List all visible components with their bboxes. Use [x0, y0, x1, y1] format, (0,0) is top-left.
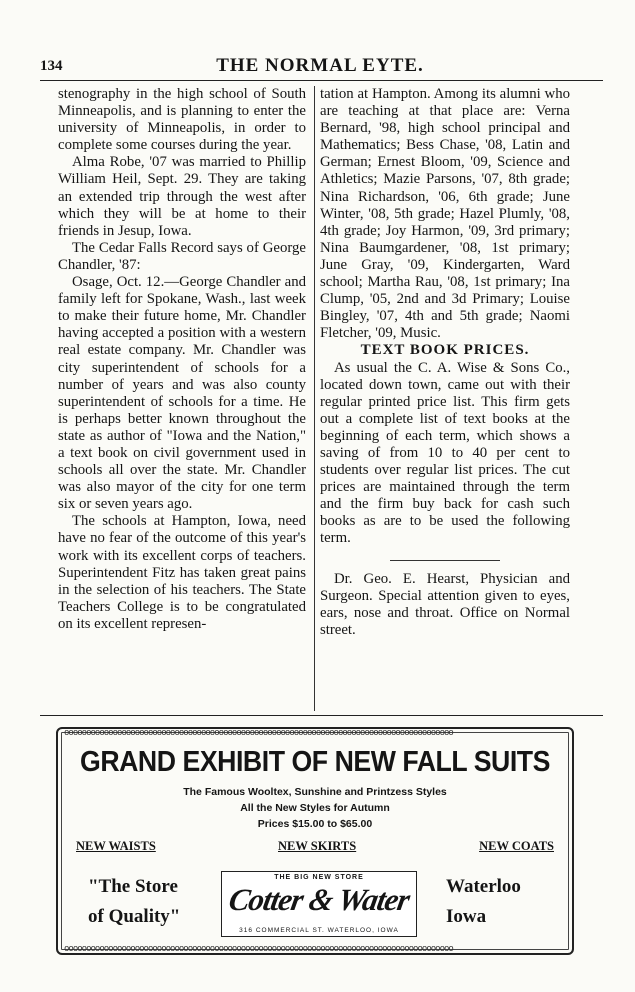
ad-city-line1: Waterloo — [446, 876, 521, 897]
header-rule — [40, 80, 603, 81]
section-divider — [390, 560, 500, 561]
advertisement — [56, 727, 574, 955]
store-logo — [221, 871, 417, 937]
paragraph-dr-hearst: Dr. Geo. E. Hearst, Physician and Surgeon. Special attention given to eyes, ears, nose and throat. Office on Normal street. — [320, 570, 570, 638]
logo-store-name: Cotter & Water — [226, 882, 412, 917]
ad-new-coats: NEW COATS — [479, 839, 554, 853]
right-column — [320, 86, 570, 639]
section-title-text-book-prices: TEXT BOOK PRICES. — [360, 342, 530, 359]
ad-slogan-line1: "The Store — [88, 876, 178, 897]
paragraph-hampton-schools: The schools at Hampton, Iowa, need have no fear of the outcome of this year's work with its excellent corps of teachers. Superintendent Fitz has taken great pains in the selection of his teachers. The State Teachers College is to be congratulated on its excellent represen- — [58, 513, 306, 632]
page-number: 134 — [40, 58, 63, 74]
paragraph-minneapolis: stenography in the high school of South Minneapolis, and is planning to enter the university of Minneapolis, in order to complete some courses during the year. — [58, 86, 306, 154]
paragraph-alma-robe: Alma Robe, '07 was married to Phillip William Heil, Sept. 29. They are taking an extended trip through the west after which they will be at home to their friends in Jesup, Iowa. — [58, 154, 306, 239]
ad-brands-line: The Famous Wooltex, Sunshine and Printzess Styles — [183, 786, 447, 798]
running-title: THE NORMAL EYTE. — [216, 55, 424, 76]
ad-styles-line: All the New Styles for Autumn — [240, 802, 390, 814]
paragraph-text-book-prices: As usual the C. A. Wise & Sons Co., located down town, came out with their regular printed price list. This firm gets out a complete list of text books at the beginning of each term, which shows a saving of from 10 to 40 per cent to students over regular list prices. The cut prices are maintained through the term and the firm buy back for cash such books as are to be used the following term. — [320, 359, 570, 547]
logo-tagline: THE BIG NEW STORE — [274, 874, 364, 881]
paragraph-hampton-alumni: tation at Hampton. Among its alumni who are teaching at that place are: Verna Bernard, '98, high school principal and Mathematics; Bess Chase, '08, Latin and German; Ernest Bloom, '09, Science and Athletics; Mazie Parsons, '07, 8th grade; Nina Richardson, '06, 6th grade; June Winter, '08, 5th grade; Hazel Plumly, '08, 4th grade; Joy Harmon, '09, 3rd primary; Nina Baumgardener, '08, 1st primary; June Gray, '09, Kindergarten, Ward school; Martha Rau, '08, 1st primary; Ina Clump, '05, 2nd and 3d Primary; Louise Bingley, '07, 4th and 5th grade; Naomi Fletcher, '09, Music. — [320, 86, 570, 342]
ad-prices-line: Prices $15.00 to $65.00 — [257, 818, 373, 830]
paragraph-cedar-falls-record: The Cedar Falls Record says of George Chandler, '87: — [58, 239, 306, 273]
ad-border-top: oooooooooooooooooooooooooooooooooooooooooooooooooooooooooooooooooooooooooooooooooooooooo — [64, 728, 453, 738]
ad-top-rule — [40, 715, 603, 716]
ad-slogan-line2: of Quality" — [88, 906, 181, 927]
ad-city-line2: Iowa — [446, 906, 487, 927]
page-header — [40, 55, 600, 77]
column-divider — [314, 86, 315, 711]
left-column — [58, 86, 306, 633]
ad-new-skirts: NEW SKIRTS — [278, 839, 357, 853]
paragraph-chandler: Osage, Oct. 12.—George Chandler and family left for Spokane, Wash., last week to make their future home, Mr. Chandler having accepted a position with a western real estate company. Mr. Chandler was city superintendent of schools for a number of years and was also county superintendent of schools for a time. He is perhaps better known throughout the state as author of "Iowa and the Nation," a text book on civil government used in schools all over the state. Mr. Chandler was also mayor of the city for one term six or seven years ago. — [58, 274, 306, 513]
ad-border-bottom: oooooooooooooooooooooooooooooooooooooooooooooooooooooooooooooooooooooooooooooooooooooooo — [64, 944, 453, 954]
logo-address: 316 COMMERCIAL ST. WATERLOO, IOWA — [239, 927, 399, 934]
ad-new-waists: NEW WAISTS — [76, 839, 156, 853]
ad-headline: GRAND EXHIBIT OF NEW FALL SUITS — [80, 746, 550, 778]
